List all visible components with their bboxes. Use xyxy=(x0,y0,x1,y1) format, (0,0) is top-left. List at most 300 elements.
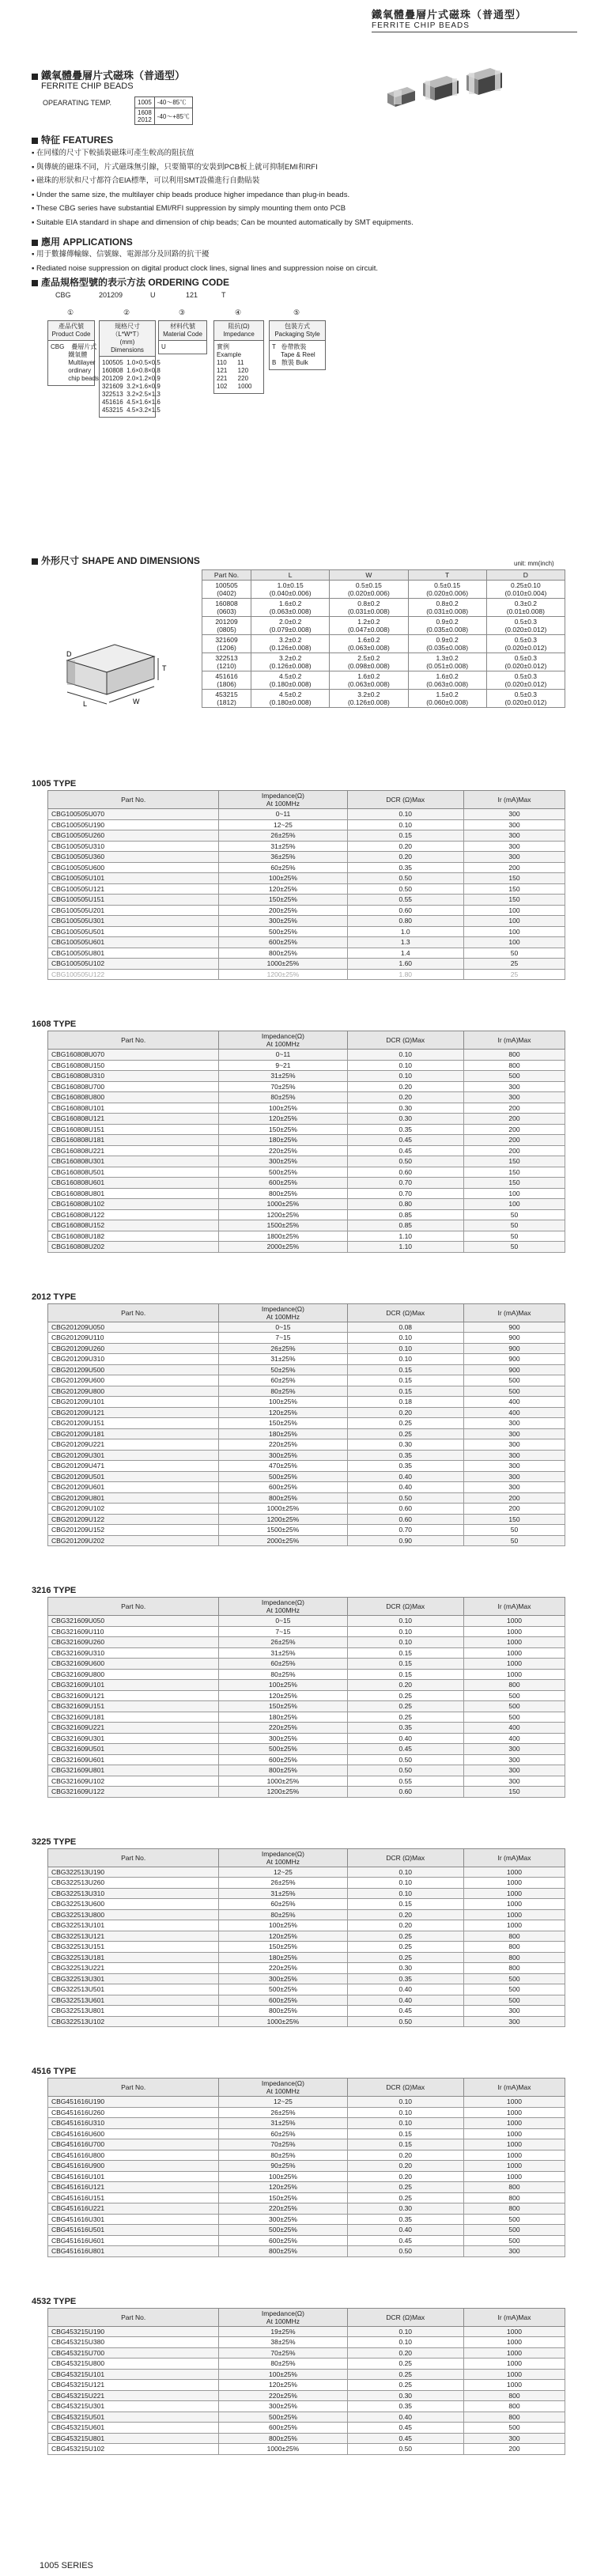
table-row xyxy=(48,2225,565,2236)
table-row xyxy=(48,2182,565,2193)
table-row xyxy=(48,2214,565,2225)
table-cell: 800 xyxy=(463,1680,565,1691)
table-cell: 0.10 xyxy=(347,1071,463,1082)
dim-cell: 451616 (1806) xyxy=(202,671,251,690)
table-cell: 50 xyxy=(463,1242,565,1253)
table-cell: CBG321609U310 xyxy=(48,1647,219,1659)
table-cell: CBG201209U202 xyxy=(48,1535,219,1546)
table-row xyxy=(48,969,565,980)
table-row xyxy=(48,2411,565,2423)
table-cell: 0.55 xyxy=(347,895,463,906)
ordering-box-head xyxy=(159,321,206,341)
type-header-row xyxy=(48,1031,565,1050)
table-row xyxy=(48,1220,565,1231)
table-cell: 1.3 xyxy=(347,937,463,948)
table-row xyxy=(48,1669,565,1680)
table-cell: 0.20 xyxy=(347,1092,463,1103)
table-cell: CBG453215U101 xyxy=(48,2369,219,2380)
table-cell: 180±25% xyxy=(219,1952,347,1963)
table-row xyxy=(48,1878,565,1889)
table-cell: 300 xyxy=(463,819,565,830)
table-cell: CBG453215U700 xyxy=(48,2347,219,2358)
table-row xyxy=(48,873,565,884)
ordering-box xyxy=(158,320,207,354)
table-cell: CBG201209U500 xyxy=(48,1364,219,1375)
application-item: ▪ Rediated noise suppression on digital product clock lines, signal lines and suppression noise on circuit. xyxy=(32,262,378,276)
table-cell: 300 xyxy=(463,1092,565,1103)
table-cell: 0.20 xyxy=(347,2161,463,2172)
code-num: ⑤ xyxy=(293,308,300,316)
dim-cell: 0.5±0.15 (0.020±0.006) xyxy=(330,581,408,599)
table-cell: 100 xyxy=(463,1199,565,1210)
table-cell: 0.60 xyxy=(347,1787,463,1798)
table-cell: 180±25% xyxy=(219,1135,347,1146)
type-header-row xyxy=(48,1303,565,1322)
table-row xyxy=(48,1386,565,1397)
table-cell: 500±25% xyxy=(219,2411,347,2423)
table-row xyxy=(48,1647,565,1659)
table-cell: 0.15 xyxy=(347,1647,463,1659)
table-cell: 0.25 xyxy=(347,2369,463,2380)
table-cell: 150 xyxy=(463,1167,565,1178)
code-num: ② xyxy=(123,308,130,316)
table-row xyxy=(48,1050,565,1061)
code-num: ① xyxy=(67,308,74,316)
table-cell: 0.10 xyxy=(347,819,463,830)
table-cell: CBG100505U601 xyxy=(48,937,219,948)
table-cell: 100±25% xyxy=(219,2369,347,2380)
table-cell: 1200±25% xyxy=(219,1514,347,1525)
type-header-cell: Part No. xyxy=(48,1031,219,1050)
table-cell: 120±25% xyxy=(219,2182,347,2193)
type-header-cell: Part No. xyxy=(48,1598,219,1616)
table-cell: 100 xyxy=(463,1188,565,1199)
table-cell: CBG160808U310 xyxy=(48,1071,219,1082)
table-cell: 300 xyxy=(463,830,565,842)
table-cell: 0.10 xyxy=(347,1354,463,1365)
table-cell: 0.25 xyxy=(347,2182,463,2193)
type-header-cell: Impedance(Ω) At 100MHz xyxy=(219,791,347,809)
table-cell: 80±25% xyxy=(219,1092,347,1103)
table-cell: CBG322513U151 xyxy=(48,1942,219,1953)
dimension-drawing xyxy=(55,625,174,712)
dim-cell: 0.5±0.15 (0.020±0.006) xyxy=(408,581,486,599)
table-row xyxy=(48,1343,565,1354)
table-cell: 0.45 xyxy=(347,2006,463,2017)
table-cell: 500 xyxy=(463,2225,565,2236)
table-cell: 60±25% xyxy=(219,1659,347,1670)
table-cell: 150±25% xyxy=(219,1701,347,1712)
table-row xyxy=(48,1060,565,1071)
table-row xyxy=(48,2016,565,2027)
table-row xyxy=(48,862,565,873)
type-header-row xyxy=(48,2308,565,2326)
table-cell: CBG322513U301 xyxy=(48,1973,219,1984)
dim-cell: 1.6±0.2 (0.063±0.008) xyxy=(251,599,330,617)
dim-cell: 0.8±0.2 (0.031±0.008) xyxy=(408,599,486,617)
table-cell: CBG160808U070 xyxy=(48,1050,219,1061)
header-title-zh: 鐵氧體疊層片式磁珠（普通型） xyxy=(372,9,527,21)
ordering-box-head-en: Material Code xyxy=(163,331,202,338)
table-cell: 70±25% xyxy=(219,2347,347,2358)
table-cell: 1000±25% xyxy=(219,1776,347,1787)
dim-cell: 0.8±0.2 (0.031±0.008) xyxy=(330,599,408,617)
table-cell: 1000 xyxy=(463,1867,565,1878)
table-cell: CBG451616U101 xyxy=(48,2171,219,2182)
table-cell: 0.10 xyxy=(347,1060,463,1071)
table-cell: CBG451616U151 xyxy=(48,2192,219,2203)
table-cell: 0.35 xyxy=(347,1461,463,1472)
table-row xyxy=(48,2235,565,2246)
table-cell: 500 xyxy=(463,1375,565,1386)
table-cell: CBG201209U801 xyxy=(48,1492,219,1504)
table-row xyxy=(48,1178,565,1189)
table-cell: 36±25% xyxy=(219,852,347,863)
table-row xyxy=(48,2128,565,2139)
table-cell: 900 xyxy=(463,1343,565,1354)
table-cell: 0.25 xyxy=(347,1942,463,1953)
table-row xyxy=(48,1723,565,1734)
table-cell: 300±25% xyxy=(219,1450,347,1461)
table-row xyxy=(48,819,565,830)
table-cell: 0.10 xyxy=(347,1343,463,1354)
op-temp-range: -40～+85℃ xyxy=(154,108,192,125)
table-cell: 0.25 xyxy=(347,1712,463,1723)
table-row xyxy=(48,926,565,937)
table-row xyxy=(48,852,565,863)
table-row xyxy=(48,1952,565,1963)
table-cell: CBG321609U122 xyxy=(48,1787,219,1798)
type-header-cell: Ir (mA)Max xyxy=(463,2079,565,2097)
table-row xyxy=(48,1492,565,1504)
table-cell: 80±25% xyxy=(219,1909,347,1920)
table-cell: 800 xyxy=(463,2390,565,2401)
table-cell: 0.15 xyxy=(347,1386,463,1397)
chip-large xyxy=(466,68,502,95)
table-cell: CBG451616U301 xyxy=(48,2214,219,2225)
table-cell: CBG201209U310 xyxy=(48,1354,219,1365)
op-temp-table xyxy=(134,96,193,125)
table-row xyxy=(48,1744,565,1755)
table-cell: 100±25% xyxy=(219,873,347,884)
table-cell: CBG321609U181 xyxy=(48,1712,219,1723)
table-cell: 0.15 xyxy=(347,2139,463,2150)
ordering-box-body: U xyxy=(161,343,166,350)
table-cell: 400 xyxy=(463,1397,565,1408)
table-cell: 300 xyxy=(463,1765,565,1776)
table-row xyxy=(48,1092,565,1103)
table-cell: 0.85 xyxy=(347,1220,463,1231)
table-row xyxy=(48,905,565,916)
table-row xyxy=(48,1680,565,1691)
table-cell: CBG453215U380 xyxy=(48,2337,219,2348)
table-cell: 150±25% xyxy=(219,895,347,906)
table-cell: 1.60 xyxy=(347,959,463,970)
table-cell: CBG201209U181 xyxy=(48,1428,219,1439)
table-cell: CBG160808U501 xyxy=(48,1167,219,1178)
table-cell: 100 xyxy=(463,916,565,927)
table-row xyxy=(48,937,565,948)
table-cell: 180±25% xyxy=(219,1712,347,1723)
table-cell: 26±25% xyxy=(219,1637,347,1648)
table-cell: 0.10 xyxy=(347,1626,463,1637)
table-cell: CBG201209U050 xyxy=(48,1322,219,1333)
table-cell: 2000±25% xyxy=(219,1535,347,1546)
table-cell: 0.10 xyxy=(347,1637,463,1648)
type-header-cell: DCR (Ω)Max xyxy=(347,1848,463,1867)
ordering-box-head-zh: 材料代號 xyxy=(170,323,195,330)
code-part: CBG xyxy=(55,291,71,299)
table-cell: 0.35 xyxy=(347,1124,463,1135)
table-row xyxy=(48,1397,565,1408)
table-row xyxy=(48,1920,565,1931)
table-row xyxy=(48,1450,565,1461)
table-cell: 26±25% xyxy=(219,1343,347,1354)
table-cell: 0.25 xyxy=(347,1690,463,1701)
table-cell: 400 xyxy=(463,1407,565,1418)
table-row xyxy=(48,830,565,842)
table-row xyxy=(48,2369,565,2380)
table-cell: 500 xyxy=(463,1984,565,1995)
table-cell: CBG322513U181 xyxy=(48,1952,219,1963)
table-cell: 1000 xyxy=(463,2107,565,2118)
dim-cell: 4.5±0.2 (0.180±0.008) xyxy=(251,690,330,708)
dim-L: L xyxy=(83,700,88,708)
table-cell: 0.15 xyxy=(347,830,463,842)
type-header-cell: Part No. xyxy=(48,1848,219,1867)
table-cell: 100 xyxy=(463,926,565,937)
dimensions-table xyxy=(202,569,565,708)
table-row xyxy=(48,1124,565,1135)
table-cell: 300 xyxy=(463,1461,565,1472)
table-cell: 0.20 xyxy=(347,1680,463,1691)
type-header-cell: DCR (Ω)Max xyxy=(347,1303,463,1322)
ordering-box-head-en: Packaging Style xyxy=(274,331,320,338)
table-cell: 1000 xyxy=(463,1878,565,1889)
table-cell: 120±25% xyxy=(219,883,347,895)
bullet-square-icon xyxy=(32,240,38,246)
ordering-box-head-zh: 產品代號 xyxy=(59,323,84,330)
dim-cell: 1.0±0.15 (0.040±0.006) xyxy=(251,581,330,599)
table-cell: CBG201209U260 xyxy=(48,1343,219,1354)
table-cell: CBG201209U110 xyxy=(48,1333,219,1344)
table-cell: 50 xyxy=(463,1535,565,1546)
table-cell: CBG322513U260 xyxy=(48,1878,219,1889)
shape-heading: 外形尺寸 SHAPE AND DIMENSIONS xyxy=(32,554,200,567)
table-cell: 800 xyxy=(463,1963,565,1974)
table-cell: 1000 xyxy=(463,2380,565,2391)
type-header-cell: DCR (Ω)Max xyxy=(347,2079,463,2097)
table-cell: 0.60 xyxy=(347,1504,463,1515)
table-cell: 0.40 xyxy=(347,1995,463,2006)
ordering-box-head-zh: 阻抗(Ω) xyxy=(228,323,250,330)
table-row xyxy=(48,1471,565,1482)
table-cell: 150±25% xyxy=(219,1124,347,1135)
table-cell: 300±25% xyxy=(219,1973,347,1984)
table-cell: 0.15 xyxy=(347,1364,463,1375)
table-cell: 800±25% xyxy=(219,2246,347,2257)
table-cell: 220±25% xyxy=(219,1963,347,1974)
table-cell: 0.25 xyxy=(347,1428,463,1439)
table-cell: 2000±25% xyxy=(219,1242,347,1253)
type-header-cell: Ir (mA)Max xyxy=(463,2308,565,2326)
table-cell: 0.25 xyxy=(347,2192,463,2203)
table-cell: 300 xyxy=(463,2433,565,2444)
product-title-zh: 鐵氧體疊層片式磁珠（普通型） xyxy=(32,67,185,82)
dim-cell: 4.5±0.2 (0.180±0.008) xyxy=(251,671,330,690)
table-cell: 1000 xyxy=(463,2326,565,2337)
table-row xyxy=(48,895,565,906)
table-cell: CBG322513U600 xyxy=(48,1899,219,1910)
code-num: ④ xyxy=(235,308,242,316)
dim-cell: 2.5±0.2 (0.098±0.008) xyxy=(330,653,408,671)
table-cell: 150±25% xyxy=(219,1418,347,1429)
table-cell: 0.20 xyxy=(347,1909,463,1920)
dim-cell: 1.6±0.2 (0.063±0.008) xyxy=(330,635,408,653)
table-cell: CBG321609U110 xyxy=(48,1626,219,1637)
table-row xyxy=(48,1535,565,1546)
table-cell: 100±25% xyxy=(219,1397,347,1408)
table-cell: 200 xyxy=(463,1492,565,1504)
dim-row xyxy=(202,581,565,599)
table-cell: 7~15 xyxy=(219,1333,347,1344)
bullet-square-icon xyxy=(32,558,38,565)
dim-cell: 0.25±0.10 (0.010±0.004) xyxy=(486,581,565,599)
ordering-box-head-zh: 包裝方式 xyxy=(285,323,310,330)
table-cell: 300 xyxy=(463,1418,565,1429)
table-row xyxy=(48,959,565,970)
table-cell: CBG100505U190 xyxy=(48,819,219,830)
table-cell: 19±25% xyxy=(219,2326,347,2337)
type-header-row xyxy=(48,2079,565,2097)
table-cell: 600±25% xyxy=(219,1754,347,1765)
dim-row xyxy=(202,671,565,690)
table-cell: 150 xyxy=(463,1514,565,1525)
type-header-cell: DCR (Ω)Max xyxy=(347,1031,463,1050)
table-cell: CBG160808U221 xyxy=(48,1145,219,1156)
table-cell: 800±25% xyxy=(219,1765,347,1776)
table-cell: 470±25% xyxy=(219,1461,347,1472)
table-cell: 300 xyxy=(463,2246,565,2257)
type-header-cell: Impedance(Ω) At 100MHz xyxy=(219,1848,347,1867)
table-cell: 0.20 xyxy=(347,1407,463,1418)
table-cell: 0.45 xyxy=(347,1145,463,1156)
dim-row xyxy=(202,690,565,708)
table-row xyxy=(48,1135,565,1146)
table-cell: 300 xyxy=(463,1754,565,1765)
table-cell: 150 xyxy=(463,1156,565,1167)
table-cell: 100 xyxy=(463,937,565,948)
table-cell: 1500±25% xyxy=(219,1220,347,1231)
type-title: 4516 TYPE xyxy=(32,2067,77,2076)
unit-label: unit: mm(inch) xyxy=(514,560,554,567)
table-row xyxy=(48,2347,565,2358)
table-cell: 500 xyxy=(463,1386,565,1397)
table-row xyxy=(48,1188,565,1199)
table-cell: 60±25% xyxy=(219,1899,347,1910)
table-cell: CBG160808U601 xyxy=(48,1178,219,1189)
dim-cell: 3.2±0.2 (0.126±0.008) xyxy=(251,653,330,671)
table-cell: 1000 xyxy=(463,1637,565,1648)
table-row xyxy=(48,2097,565,2108)
table-cell: CBG201209U151 xyxy=(48,1418,219,1429)
table-cell: 300 xyxy=(463,1081,565,1092)
dim-header-cell: D xyxy=(486,570,565,581)
dim-row xyxy=(202,653,565,671)
type-header-cell: DCR (Ω)Max xyxy=(347,1598,463,1616)
table-cell: 0.35 xyxy=(347,2214,463,2225)
table-row xyxy=(48,1931,565,1942)
table-cell: 300 xyxy=(463,841,565,852)
table-cell: CBG322513U101 xyxy=(48,1920,219,1931)
table-row xyxy=(48,1701,565,1712)
table-cell: 0.40 xyxy=(347,1482,463,1493)
ordering-box-head xyxy=(48,321,94,341)
table-cell: CBG201209U221 xyxy=(48,1439,219,1451)
table-cell: 1800±25% xyxy=(219,1231,347,1242)
table-cell: CBG321609U260 xyxy=(48,1637,219,1648)
table-cell: 150±25% xyxy=(219,2192,347,2203)
table-row xyxy=(48,841,565,852)
table-cell: 31±25% xyxy=(219,841,347,852)
table-cell: 0.10 xyxy=(347,2118,463,2129)
dim-row xyxy=(202,617,565,635)
applications-heading: 應用 APPLICATIONS xyxy=(32,235,133,248)
dim-header-row xyxy=(202,570,565,581)
table-cell: CBG201209U301 xyxy=(48,1450,219,1461)
table-cell: 70±25% xyxy=(219,1081,347,1092)
ordering-box xyxy=(269,320,326,370)
table-cell: 0.10 xyxy=(347,1888,463,1899)
table-cell: CBG453215U800 xyxy=(48,2358,219,2370)
table-cell: 0.35 xyxy=(347,2401,463,2412)
dim-cell: 0.3±0.2 (0.01±0.008) xyxy=(486,599,565,617)
table-cell: CBG100505U600 xyxy=(48,862,219,873)
table-row xyxy=(48,883,565,895)
table-cell: CBG100505U501 xyxy=(48,926,219,937)
type-header-cell: Impedance(Ω) At 100MHz xyxy=(219,2079,347,2097)
table-cell: 600±25% xyxy=(219,2423,347,2434)
table-cell: 0.20 xyxy=(347,841,463,852)
table-cell: 0.25 xyxy=(347,2380,463,2391)
page-header xyxy=(372,6,577,32)
table-cell: CBG160808U800 xyxy=(48,1092,219,1103)
table-row xyxy=(48,1209,565,1220)
table-cell: 1500±25% xyxy=(219,1525,347,1536)
table-cell: CBG201209U122 xyxy=(48,1514,219,1525)
table-cell: 70±25% xyxy=(219,2139,347,2150)
table-cell: 800±25% xyxy=(219,2433,347,2444)
table-row xyxy=(48,1765,565,1776)
table-cell: CBG321609U101 xyxy=(48,1680,219,1691)
table-cell: 300±25% xyxy=(219,1156,347,1167)
ordering-box xyxy=(213,320,264,394)
table-cell: CBG453215U501 xyxy=(48,2411,219,2423)
ordering-heading: 產品規格型號的表示方法 ORDERING CODE xyxy=(32,275,229,289)
table-cell: 150±25% xyxy=(219,1942,347,1953)
table-cell: CBG160808U152 xyxy=(48,1220,219,1231)
table-cell: CBG100505U070 xyxy=(48,809,219,820)
code-part: 201209 xyxy=(99,291,123,299)
table-cell: 1000 xyxy=(463,2139,565,2150)
op-temp-size: 1608 2012 xyxy=(135,108,155,125)
type-header-cell: Ir (mA)Max xyxy=(463,1303,565,1322)
type-header-cell: Ir (mA)Max xyxy=(463,1598,565,1616)
table-cell: CBG160808U181 xyxy=(48,1135,219,1146)
table-cell: 0.25 xyxy=(347,2358,463,2370)
table-row xyxy=(48,1231,565,1242)
table-cell: 220±25% xyxy=(219,2390,347,2401)
